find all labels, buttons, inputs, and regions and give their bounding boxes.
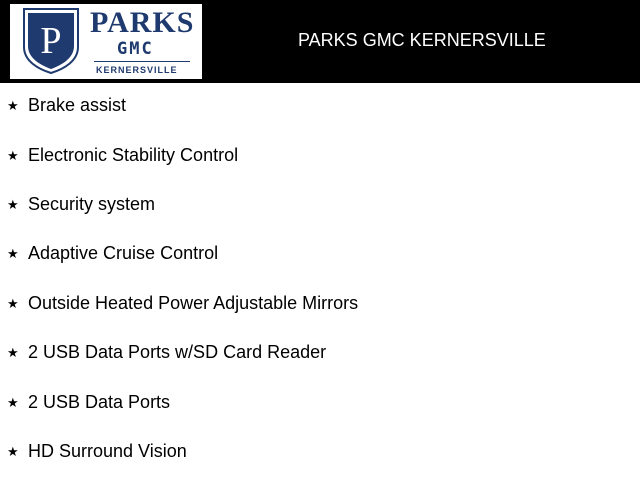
feature-label: Security system: [28, 194, 156, 214]
feature-label: Outside Heated Power Adjustable Mirrors: [28, 293, 359, 313]
feature-item: [0, 243, 640, 273]
feature-item: [0, 441, 640, 471]
feature-item: [0, 293, 640, 323]
star-icon: ★: [7, 198, 19, 213]
feature-label: HD Surround Vision: [28, 441, 187, 461]
star-icon: ★: [7, 445, 19, 460]
logo-initial: P: [40, 20, 62, 62]
feature-item: [0, 342, 640, 372]
star-icon: ★: [7, 396, 19, 411]
feature-label: Electronic Stability Control: [28, 145, 239, 165]
logo-city: KERNERSVILLE: [96, 65, 178, 75]
star-icon: ★: [7, 247, 19, 262]
star-icon: ★: [7, 297, 19, 312]
feature-item: [0, 145, 640, 175]
logo-divider: [94, 61, 190, 62]
dealer-title: PARKS GMC KERNERSVILLE: [298, 30, 546, 50]
dealer-logo: [10, 4, 202, 79]
logo-brand: GMC: [117, 39, 154, 59]
feature-label: Adaptive Cruise Control: [28, 243, 219, 263]
star-icon: ★: [7, 149, 19, 164]
feature-item: [0, 194, 640, 224]
feature-label: 2 USB Data Ports w/SD Card Reader: [28, 342, 327, 362]
header-bar: [0, 0, 640, 83]
feature-item: [0, 392, 640, 422]
logo-name: PARKS: [90, 6, 195, 39]
feature-label: Brake assist: [28, 95, 127, 115]
shield-logo-icon: [22, 7, 80, 75]
star-icon: ★: [7, 346, 19, 361]
star-icon: ★: [7, 99, 19, 114]
feature-label: 2 USB Data Ports: [28, 392, 171, 412]
feature-item: [0, 95, 640, 125]
